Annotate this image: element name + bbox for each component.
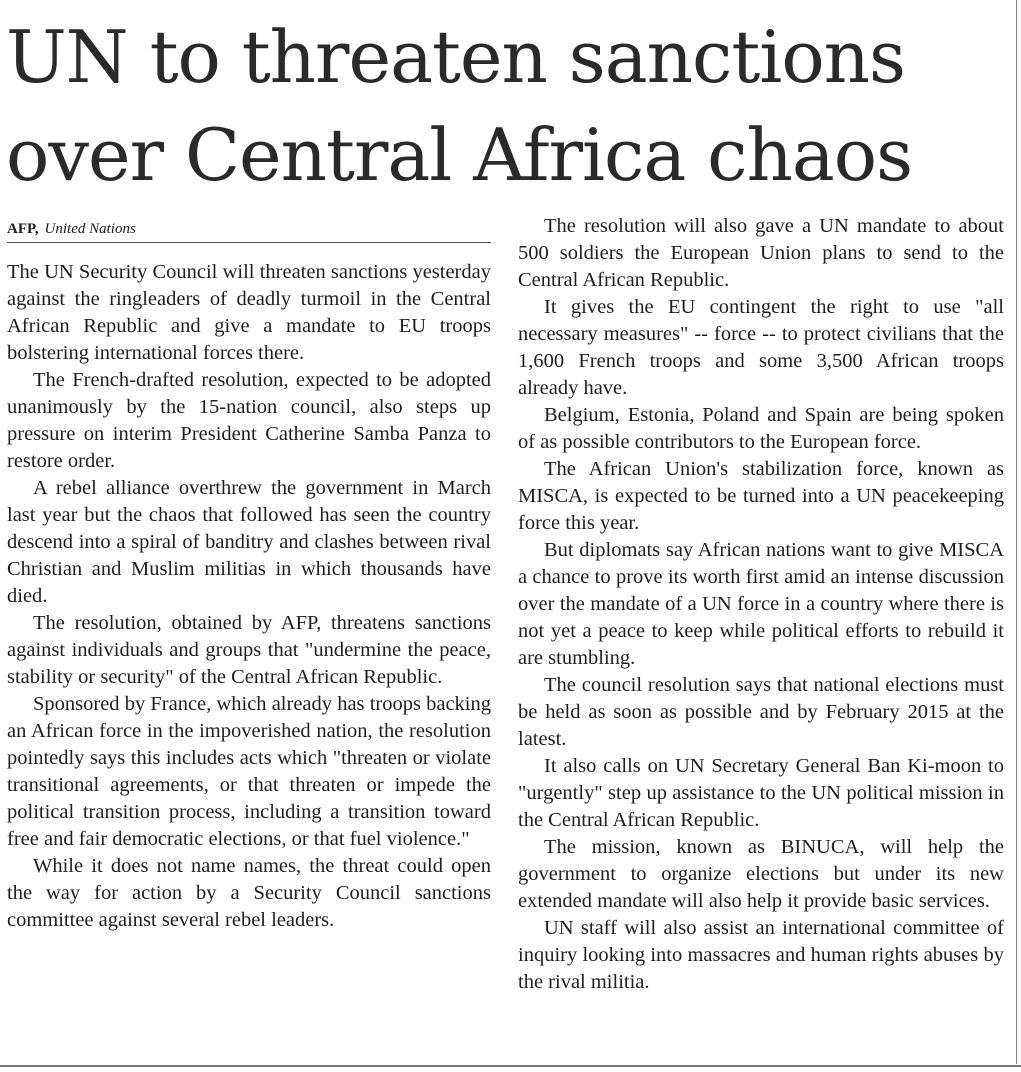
paragraph: The resolution, obtained by AFP, threatens sanctions against individuals and groups that "undermine the peace, stability or security" of the Central African Republic. — [7, 612, 491, 688]
paragraph: While it does not name names, the threat could open the way for action by a Security Council sanctions committee against several rebel leaders. — [7, 855, 491, 931]
byline — [7, 218, 491, 243]
paragraph: A rebel alliance overthrew the government in March last year but the chaos that followed has seen the country descend into a spiral of banditry and clashes between rival Christian and Muslim militias in which thousands have died. — [7, 477, 491, 607]
paragraph: The French-drafted resolution, expected to be adopted unanimously by the 15-nation council, also steps up pressure on interim President Catherine Samba Panza to restore order. — [7, 369, 491, 472]
headline-line-2: over Central Africa chaos — [6, 113, 913, 197]
byline-agency: AFP, — [7, 221, 39, 237]
paragraph: The African Union's stabilization force, known as MISCA, is expected to be turned into a UN peacekeeping force this year. — [518, 458, 1004, 534]
headline-line-1: UN to threaten sanctions — [6, 15, 905, 99]
paragraph: UN staff will also assist an international committee of inquiry looking into massacres and human rights abuses by the rival militia. — [518, 917, 1004, 993]
article-column-right — [518, 213, 1004, 996]
paragraph: The UN Security Council will threaten sanctions yesterday against the ringleaders of deadly turmoil in the Central African Republic and give a mandate to EU troops bolstering international forces there. — [7, 261, 491, 364]
paragraph: It gives the EU contingent the right to use "all necessary measures" -- force -- to protect civilians that the 1,600 French troops and some 3,500 African troops already have. — [518, 296, 1004, 399]
bottom-rule — [0, 1065, 1021, 1067]
paragraph: The resolution will also gave a UN mandate to about 500 soldiers the European Union plans to send to the Central African Republic. — [518, 215, 1004, 291]
paragraph: It also calls on UN Secretary General Ban Ki-moon to "urgently" step up assistance to the UN political mission in the Central African Republic. — [518, 755, 1004, 831]
byline-dateline: United Nations — [44, 221, 136, 237]
article-column-left — [7, 259, 491, 934]
paragraph: Sponsored by France, which already has troops backing an African force in the impoverished nation, the resolution pointedly says this includes acts which "threaten or violate transitional agreements, or that threaten or impede the political transition process, including a transition toward free and fair democratic elections, or that fuel violence." — [7, 693, 491, 850]
paragraph: Belgium, Estonia, Poland and Spain are being spoken of as possible contributors to the European force. — [518, 404, 1004, 453]
paragraph: The council resolution says that national elections must be held as soon as possible and by February 2015 at the latest. — [518, 674, 1004, 750]
column-divider-rule — [1016, 0, 1017, 1064]
headline — [6, 8, 1011, 204]
paragraph: But diplomats say African nations want to give MISCA a chance to prove its worth first amid an intense discussion over the mandate of a UN force in a country where there is not yet a peace to keep while political efforts to rebuild it are stumbling. — [518, 539, 1004, 669]
paragraph: The mission, known as BINUCA, will help the government to organize elections but under its new extended mandate will also help it provide basic services. — [518, 836, 1004, 912]
